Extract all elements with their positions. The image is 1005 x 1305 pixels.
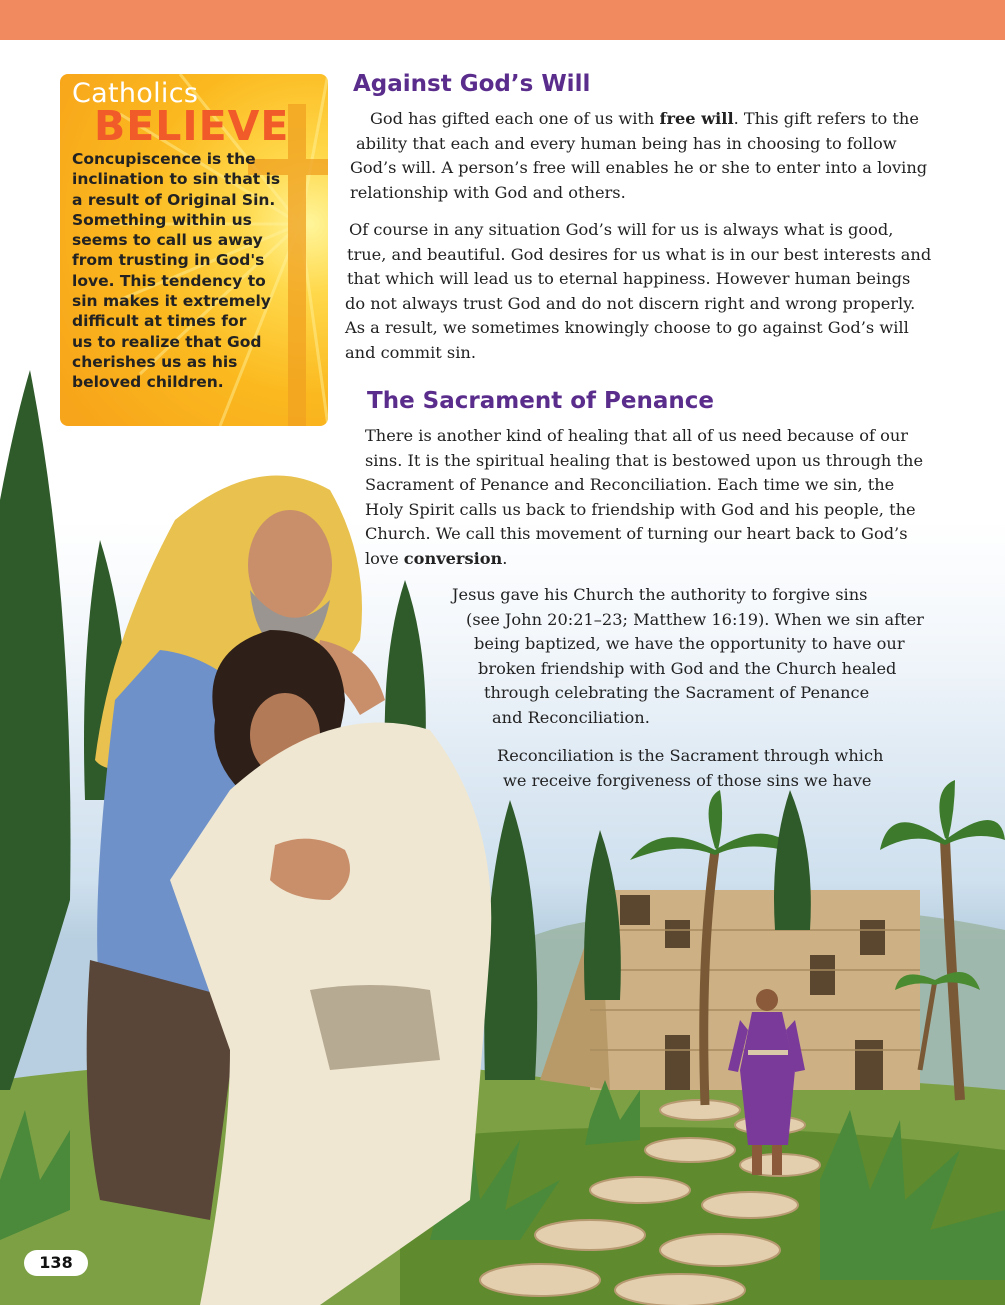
text-line: through celebrating the Sacrament of Penance xyxy=(484,683,870,703)
sidebar-line: difficult at times for xyxy=(72,312,247,331)
section-heading-sacrament-of-penance: The Sacrament of Penance xyxy=(367,388,714,414)
text-line: relationship with God and others. xyxy=(350,182,626,202)
text-run: . This gift refers to the xyxy=(733,109,919,128)
sidebar-kicker: Catholics xyxy=(72,78,199,109)
sidebar-title: BELIEVE xyxy=(94,102,290,150)
text-run: love xyxy=(365,548,404,568)
text-line: ability that each and every human being has in choosing to follow xyxy=(356,133,897,153)
sidebar-line: us to realize that God xyxy=(72,332,262,351)
text-line: sins. It is the spiritual healing that is bestowed upon us through the xyxy=(365,450,924,470)
sidebar-body xyxy=(72,149,280,393)
text-run: . xyxy=(502,548,508,568)
text-line: do not always trust God and do not discern right and wrong properly. xyxy=(345,293,916,313)
section1-paragraph-2 xyxy=(345,218,931,366)
term-conversion: conversion xyxy=(403,548,503,568)
text-line: Reconciliation is the Sacrament through which xyxy=(497,746,884,765)
sidebar-line: Something within us xyxy=(72,210,252,229)
section2-paragraph-2 xyxy=(452,583,924,731)
section1-paragraph-1 xyxy=(350,107,927,205)
text-line: Jesus gave his Church the authority to forgive sins xyxy=(452,585,868,604)
sidebar-line: beloved children. xyxy=(72,373,224,392)
text-line: and Reconciliation. xyxy=(492,707,650,727)
section2-paragraph-1 xyxy=(365,424,923,572)
term-free-will: free will xyxy=(659,109,734,128)
sidebar-line: seems to call us away xyxy=(72,231,263,250)
text-line: Holy Spirit calls us back to friendship with God and his people, the xyxy=(365,499,916,519)
text-line: that which will lead us to eternal happiness. However human beings xyxy=(347,269,911,289)
sidebar-line: Concupiscence is the xyxy=(72,150,256,168)
sidebar-line: a result of Original Sin. xyxy=(72,190,276,209)
text-line: being baptized, we have the opportunity to have our xyxy=(474,634,905,654)
catholics-believe-sidebar xyxy=(60,74,328,426)
text-line: Sacrament of Penance and Reconciliation. Each time we sin, the xyxy=(365,475,895,495)
section2-paragraph-3 xyxy=(497,744,883,793)
section-heading-against-gods-will: Against God’s Will xyxy=(353,71,591,97)
text-line xyxy=(365,547,923,572)
page-number: 138 xyxy=(24,1250,88,1276)
sidebar-line: inclination to sin that is xyxy=(72,170,281,189)
text-line: God’s will. A person’s free will enables he or she to enter into a loving xyxy=(350,158,928,178)
sidebar-line: love. This tendency to xyxy=(72,271,266,290)
text-line: As a result, we sometimes knowingly choose to go against God’s will xyxy=(345,318,909,338)
text-line: we receive forgiveness of those sins we have xyxy=(503,770,872,790)
sidebar-line: cherishes us as his xyxy=(72,352,238,371)
text-line: true, and beautiful. God desires for us what is in our best interests and xyxy=(347,244,932,264)
text-line: There is another kind of healing that all of us need because of our xyxy=(365,426,909,445)
text-line xyxy=(370,107,927,132)
text-run: God has gifted each one of us with xyxy=(370,109,660,128)
text-line: Church. We call this movement of turning our heart back to God’s xyxy=(365,524,908,544)
text-line: and commit sin. xyxy=(345,342,476,362)
text-line: (see John 20:21–23; Matthew 16:19). When we sin after xyxy=(466,609,924,629)
sidebar-line: from trusting in God's xyxy=(72,251,265,270)
sidebar-line: sin makes it extremely xyxy=(72,292,271,311)
text-line: Of course in any situation God’s will for us is always what is good, xyxy=(349,220,894,239)
text-line: broken friendship with God and the Church healed xyxy=(478,658,897,678)
